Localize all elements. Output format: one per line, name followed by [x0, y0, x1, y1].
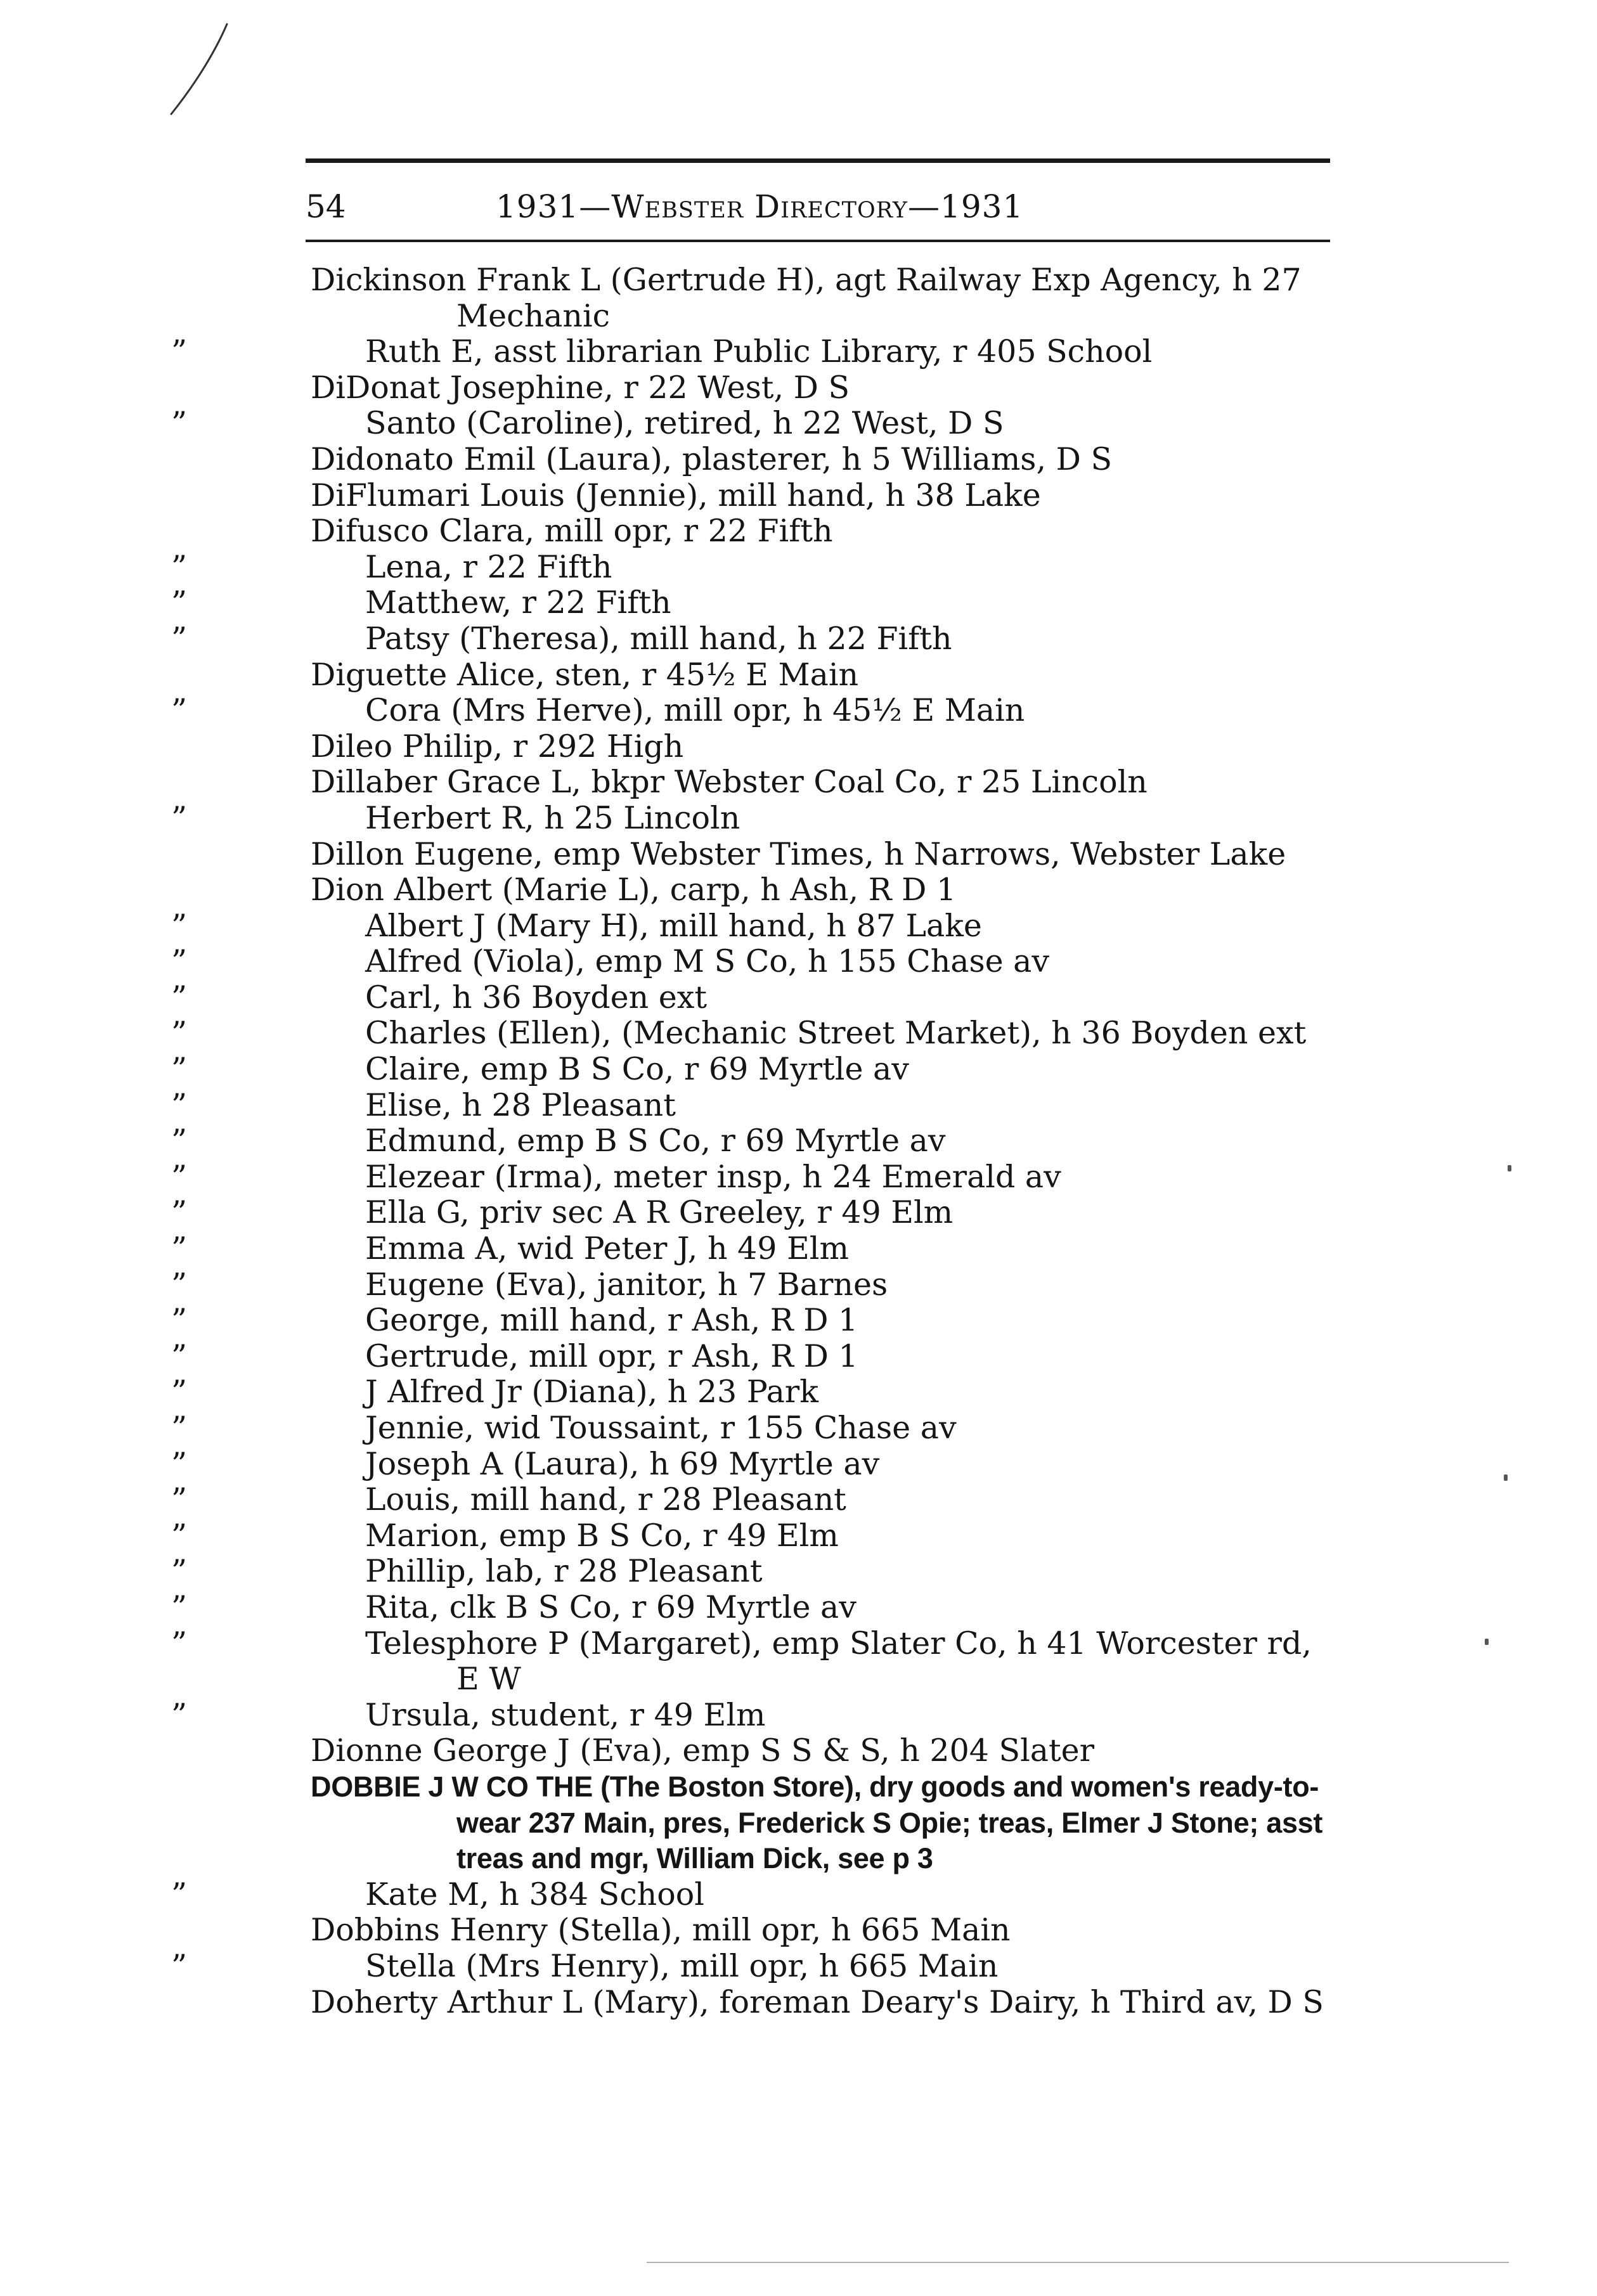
entry-text: Phillip, lab, r 28 Pleasant — [365, 1553, 763, 1590]
directory-sub-entry — [171, 620, 1338, 657]
directory-sub-entry — [171, 1338, 1338, 1375]
ditto-mark: ” — [171, 1589, 188, 1625]
ditto-mark: ” — [171, 1051, 188, 1088]
ditto-mark: ” — [171, 1876, 188, 1912]
directory-sub-entry — [171, 584, 1338, 621]
directory-entry — [311, 729, 1338, 765]
directory-sub-entry — [171, 1158, 1338, 1196]
directory-entry — [311, 1912, 1338, 1949]
entry-text: Lena, r 22 Fifth — [365, 548, 612, 585]
entry-text: Dionne George J (Eva), emp S S & S, h 204 Slater — [311, 1732, 1095, 1769]
directory-sub-entry — [171, 1266, 1338, 1303]
directory-entry — [311, 1769, 1338, 1877]
entry-text: DiFlumari Louis (Jennie), mill hand, h 38 Lake — [311, 477, 1041, 513]
directory-entry — [311, 872, 1338, 908]
entry-text: Emma A, wid Peter J, h 49 Elm — [365, 1230, 849, 1267]
directory-sub-entry — [171, 799, 1338, 837]
entry-text: Eugene (Eva), janitor, h 7 Barnes — [365, 1266, 888, 1303]
entry-text: Diguette Alice, sten, r 45½ E Main — [311, 656, 859, 693]
entry-text: Telesphore P (Margaret), emp Slater Co, h 41 Worcester rd, E W — [365, 1625, 1312, 1698]
entry-text: Matthew, r 22 Fifth — [365, 584, 671, 621]
entry-text: Dillaber Grace L, bkpr Webster Coal Co, r 25 Lincoln — [311, 764, 1148, 801]
directory-entries — [171, 262, 1338, 2020]
directory-sub-entry — [171, 1876, 1338, 1913]
entry-text: Gertrude, mill opr, r Ash, R D 1 — [365, 1338, 858, 1374]
directory-entry — [311, 262, 1338, 334]
ditto-mark: ” — [171, 333, 188, 370]
entry-text: Patsy (Theresa), mill hand, h 22 Fifth — [365, 620, 952, 657]
ditto-mark: ” — [171, 1481, 188, 1518]
directory-sub-entry — [171, 1230, 1338, 1267]
directory-sub-entry — [171, 1517, 1338, 1554]
ditto-mark: ” — [171, 1015, 188, 1052]
ditto-mark: ” — [171, 692, 188, 729]
ditto-mark: ” — [171, 1517, 188, 1554]
ditto-mark: ” — [171, 620, 188, 657]
ditto-mark: ” — [171, 1696, 188, 1733]
ditto-mark: ” — [171, 1123, 188, 1159]
directory-sub-entry — [171, 1445, 1338, 1483]
entry-text: Ursula, student, r 49 Elm — [365, 1696, 766, 1733]
directory-sub-entry — [171, 1589, 1338, 1626]
entry-text: DOBBIE J W CO THE (The Boston Store), dry goods and women's ready-to-wear 237 Main, pres, Frederick S Opie; treas, Elmer J Stone; asst treas and mgr, William Dick, see p 3 — [311, 1770, 1323, 1875]
entry-text: Dion Albert (Marie L), carp, h Ash, R D 1 — [311, 872, 957, 908]
directory-entry — [311, 513, 1338, 550]
ditto-mark: ” — [171, 405, 188, 442]
directory-sub-entry — [171, 1015, 1338, 1052]
entry-text: Joseph A (Laura), h 69 Myrtle av — [365, 1445, 880, 1482]
directory-sub-entry — [171, 333, 1338, 370]
entry-text: Difusco Clara, mill opr, r 22 Fifth — [311, 513, 833, 550]
ditto-mark: ” — [171, 1553, 188, 1590]
ditto-mark: ” — [171, 1194, 188, 1231]
entry-text: Santo (Caroline), retired, h 22 West, D S — [365, 405, 1004, 442]
entry-text: George, mill hand, r Ash, R D 1 — [365, 1302, 858, 1339]
page-number: 54 — [306, 188, 346, 225]
entry-text: Dobbins Henry (Stella), mill opr, h 665 Main — [311, 1912, 1011, 1949]
footer-faint-rule — [647, 2262, 1509, 2263]
entry-text: Herbert R, h 25 Lincoln — [365, 799, 740, 836]
directory-sub-entry — [171, 1410, 1338, 1447]
ditto-mark: ” — [171, 1410, 188, 1446]
entry-text: Kate M, h 384 School — [365, 1876, 704, 1912]
entry-text: Stella (Mrs Henry), mill opr, h 665 Main — [365, 1947, 999, 1984]
ditto-mark: ” — [171, 1947, 188, 1984]
directory-sub-entry — [171, 979, 1338, 1016]
directory-sub-entry — [171, 1302, 1338, 1339]
ditto-mark: ” — [171, 943, 188, 980]
ditto-mark: ” — [171, 799, 188, 836]
entry-text: Elise, h 28 Pleasant — [365, 1087, 676, 1123]
entry-text: DiDonat Josephine, r 22 West, D S — [311, 369, 850, 406]
entry-text: Edmund, emp B S Co, r 69 Myrtle av — [365, 1123, 946, 1159]
ditto-mark: ” — [171, 1302, 188, 1339]
ditto-mark: ” — [171, 1374, 188, 1410]
directory-sub-entry — [171, 1051, 1338, 1088]
entry-text: J Alfred Jr (Diana), h 23 Park — [365, 1374, 818, 1410]
directory-sub-entry — [171, 1625, 1338, 1698]
entry-text: Dillon Eugene, emp Webster Times, h Narrows, Webster Lake — [311, 835, 1286, 872]
stray-dot — [1508, 1165, 1511, 1171]
directory-entry — [311, 442, 1338, 478]
directory-sub-entry — [171, 1087, 1338, 1124]
entry-text: Claire, emp B S Co, r 69 Myrtle av — [365, 1051, 909, 1088]
ditto-mark: ” — [171, 1158, 188, 1195]
ditto-mark: ” — [171, 1445, 188, 1482]
directory-entry — [311, 1985, 1338, 2021]
ditto-mark: ” — [171, 1338, 188, 1374]
directory-entry — [311, 1733, 1338, 1769]
page-header — [306, 181, 1330, 232]
directory-entry — [311, 657, 1338, 693]
directory-sub-entry — [171, 1123, 1338, 1159]
stray-dot — [1485, 1639, 1489, 1645]
header-rule — [306, 240, 1330, 242]
entry-text: Jennie, wid Toussaint, r 155 Chase av — [365, 1410, 957, 1446]
directory-sub-entry — [171, 1194, 1338, 1231]
directory-entry — [311, 370, 1338, 406]
directory-sub-entry — [171, 1696, 1338, 1734]
directory-sub-entry — [171, 907, 1338, 945]
entry-text: Dickinson Frank L (Gertrude H), agt Railway Exp Agency, h 27 Mechanic — [311, 262, 1302, 334]
directory-sub-entry — [171, 405, 1338, 442]
directory-sub-entry — [171, 1553, 1338, 1590]
directory-entry — [311, 764, 1338, 801]
entry-text: Elezear (Irma), meter insp, h 24 Emerald av — [365, 1158, 1061, 1195]
directory-sub-entry — [171, 1374, 1338, 1410]
entry-text: Alfred (Viola), emp M S Co, h 155 Chase av — [365, 943, 1050, 980]
ditto-mark: ” — [171, 907, 188, 944]
ditto-mark: ” — [171, 584, 188, 621]
ditto-mark: ” — [171, 548, 188, 585]
ditto-mark: ” — [171, 1230, 188, 1267]
entry-text: Ruth E, asst librarian Public Library, r 405 School — [365, 333, 1153, 370]
pencil-slash-mark — [152, 19, 247, 120]
entry-text: Dileo Philip, r 292 High — [311, 728, 684, 764]
directory-sub-entry — [171, 943, 1338, 980]
entry-text: Rita, clk B S Co, r 69 Myrtle av — [365, 1589, 857, 1625]
entry-text: Charles (Ellen), (Mechanic Street Market), h 36 Boyden ext — [365, 1015, 1307, 1052]
entry-text: Louis, mill hand, r 28 Pleasant — [365, 1481, 846, 1518]
entry-text: Cora (Mrs Herve), mill opr, h 45½ E Main — [365, 692, 1025, 729]
entry-text: Ella G, priv sec A R Greeley, r 49 Elm — [365, 1194, 954, 1231]
entry-text: Didonato Emil (Laura), plasterer, h 5 Williams, D S — [311, 441, 1113, 477]
entry-text: Doherty Arthur L (Mary), foreman Deary's Dairy, h Third av, D S — [311, 1983, 1324, 2020]
stray-dot — [1504, 1474, 1508, 1481]
entry-text: Carl, h 36 Boyden ext — [365, 979, 708, 1016]
directory-sub-entry — [171, 1947, 1338, 1985]
directory-sub-entry — [171, 548, 1338, 586]
ditto-mark: ” — [171, 1087, 188, 1123]
directory-entry — [311, 837, 1338, 873]
directory-entry — [311, 478, 1338, 514]
directory-sub-entry — [171, 692, 1338, 729]
entry-text: Albert J (Mary H), mill hand, h 87 Lake — [365, 907, 982, 944]
top-rule — [306, 158, 1330, 163]
entry-text: Marion, emp B S Co, r 49 Elm — [365, 1517, 839, 1554]
running-title: 1931—Webster Directory—1931 — [496, 188, 1024, 225]
ditto-mark: ” — [171, 1266, 188, 1303]
ditto-mark: ” — [171, 1625, 188, 1661]
directory-sub-entry — [171, 1481, 1338, 1518]
ditto-mark: ” — [171, 979, 188, 1016]
